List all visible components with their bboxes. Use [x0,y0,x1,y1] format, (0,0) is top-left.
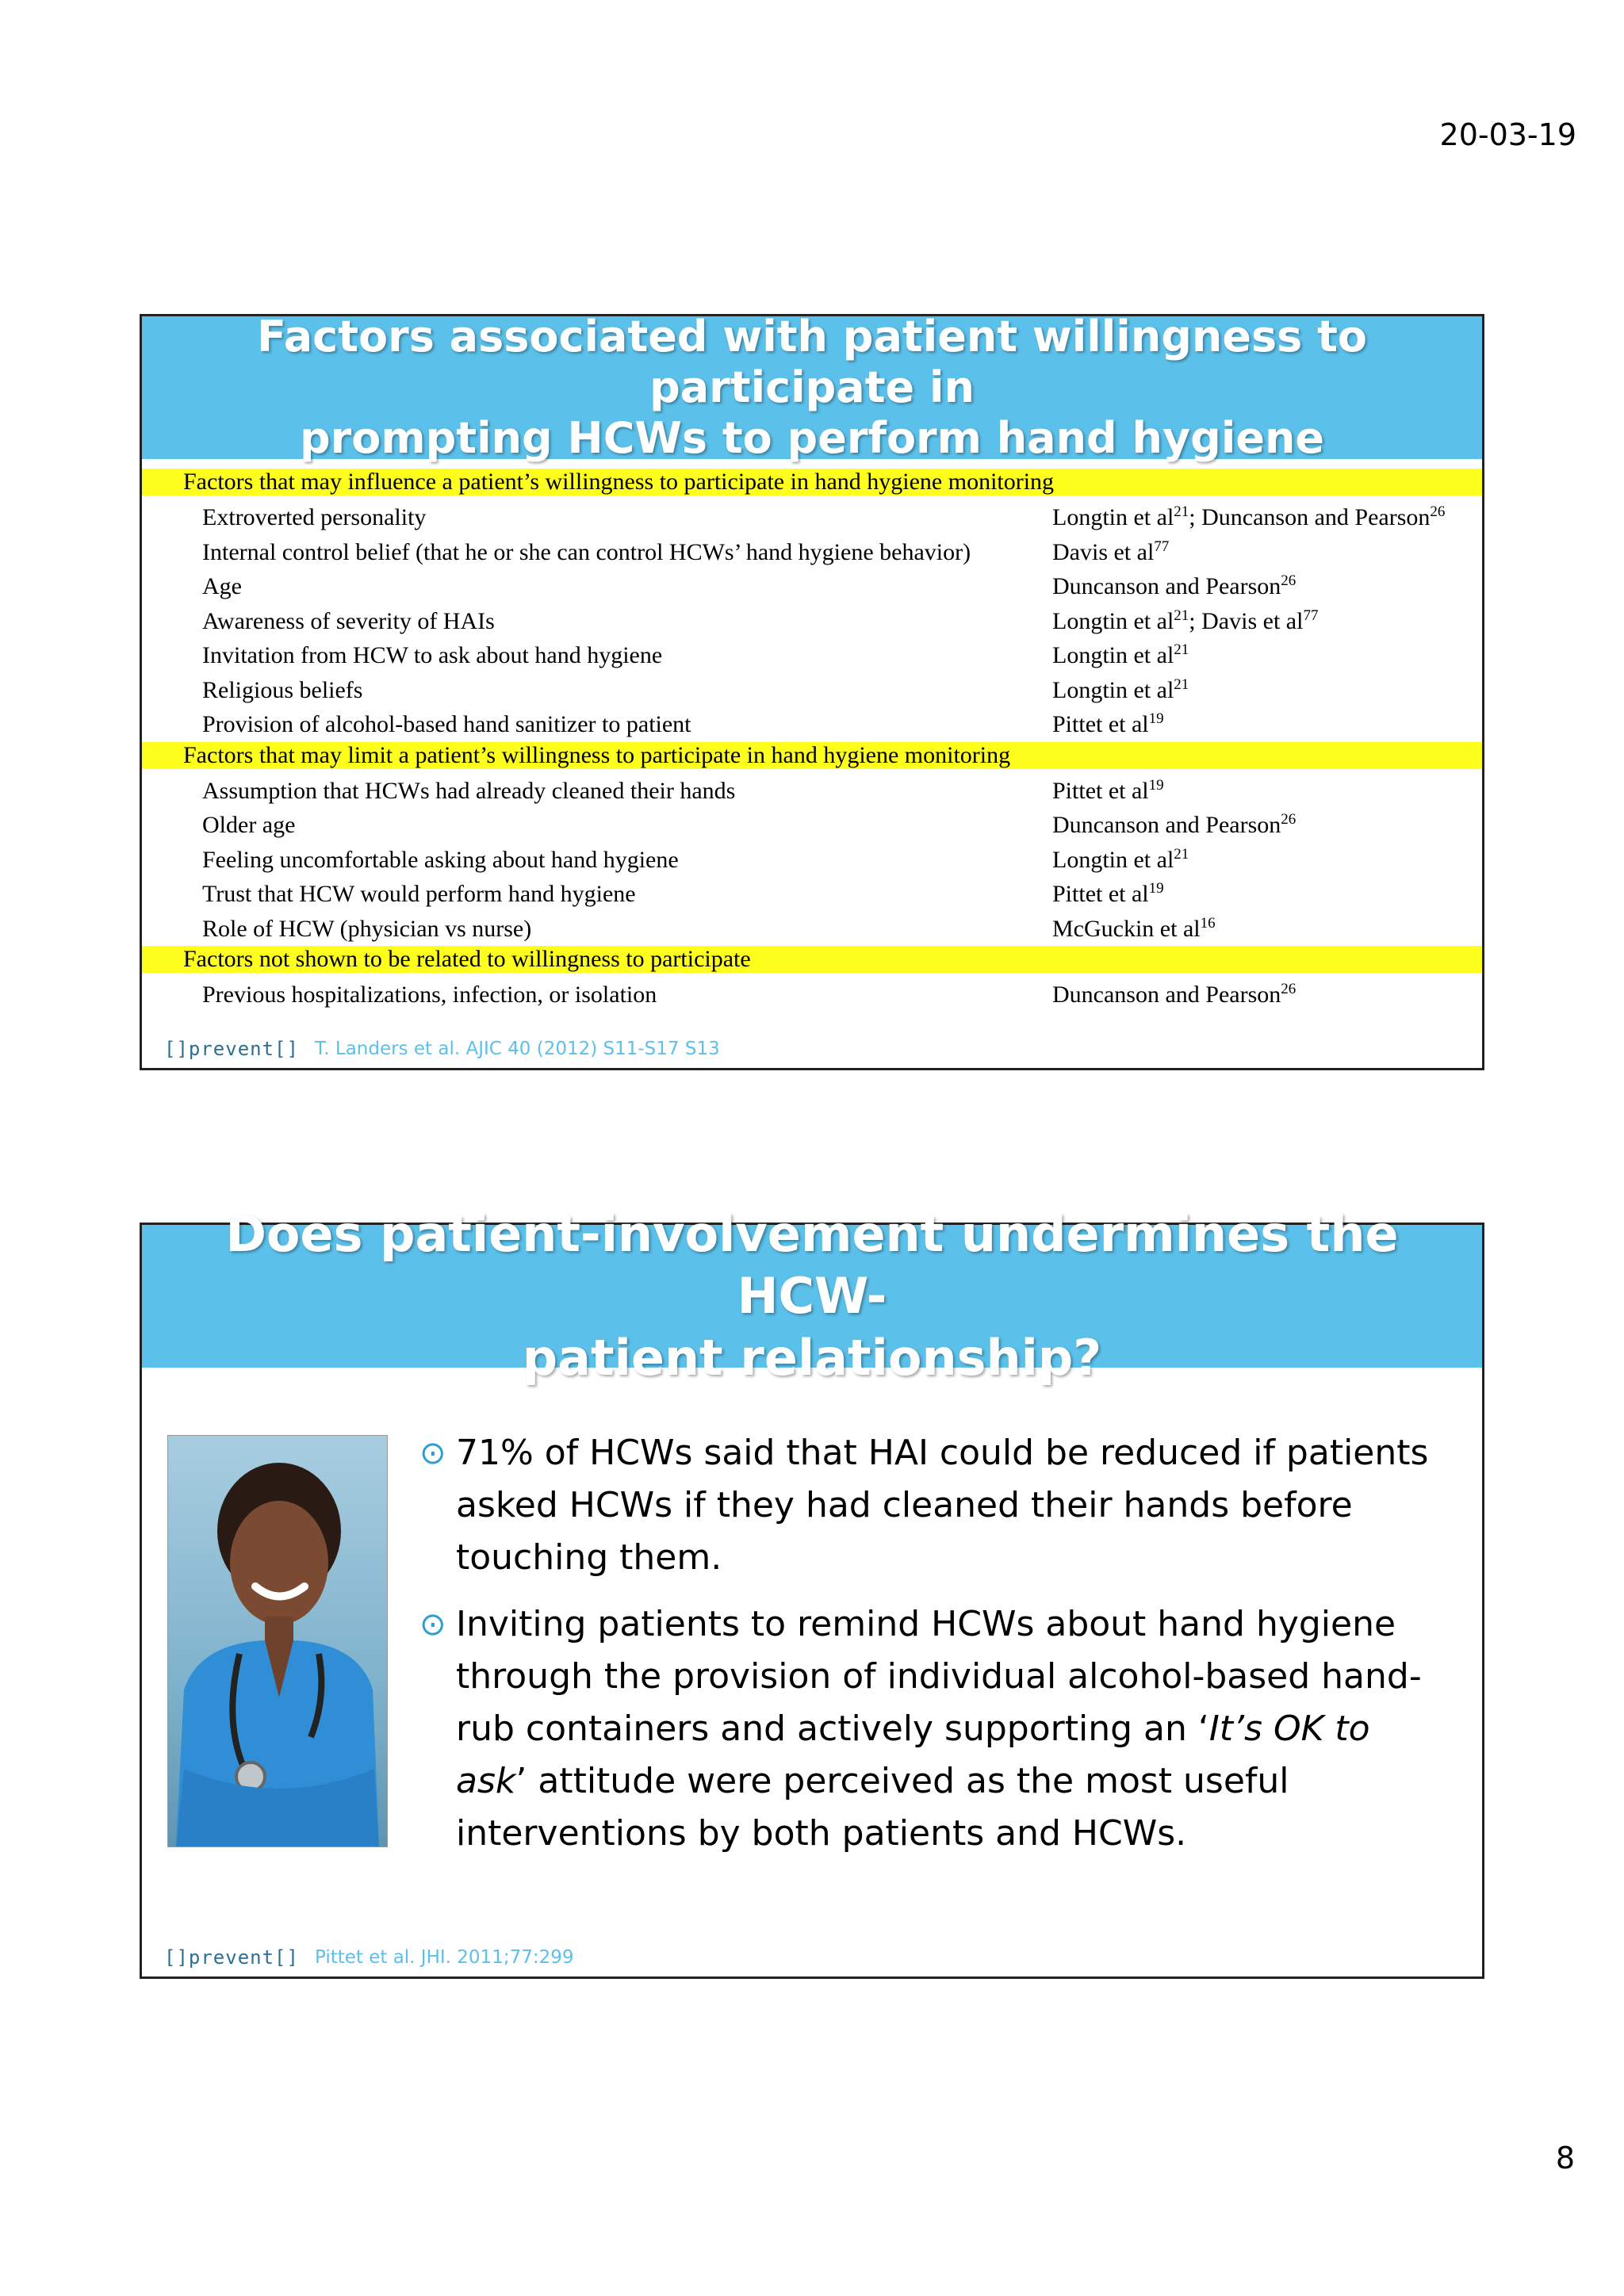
slide-title-line2: prompting HCWs to perform hand hygiene [299,413,1325,463]
table-row [142,638,1482,673]
reference-author: Duncanson and Pearson [1052,982,1281,1008]
reference-cell [1052,808,1296,843]
factor-cell: Awareness of severity of HAIs [202,607,495,634]
page-number: 8 [1555,2141,1575,2175]
citation: Pittet et al. JHI. 2011;77:299 [314,1947,574,1968]
reference-number: 16 [1200,914,1216,932]
reference-author: Duncanson and Pearson [1052,573,1281,599]
page-date: 20-03-19 [1439,117,1576,152]
table-row [142,707,1482,742]
reference-cell [1052,912,1216,947]
bullet-circle-icon: ⊙ [419,1435,446,1471]
reference-author: Longtin et al [1052,607,1174,634]
table-row [142,500,1482,535]
factor-cell: Trust that HCW would perform hand hygiene [202,881,636,907]
table-row [142,604,1482,639]
reference-cell [1052,707,1164,742]
table-section-heading: Factors that may limit a patient’s willingness to participate in hand hygiene monitoring [142,742,1482,769]
factors-table [142,469,1482,1012]
prevent-logo: []prevent[] [164,1038,299,1060]
slide-title [142,312,1482,463]
factor-cell: Religious beliefs [202,676,363,703]
reference-author: Pittet et al [1052,777,1149,804]
factor-cell: Invitation from HCW to ask about hand hygiene [202,642,663,668]
bullet-text-emphasis: It’s OK to ask [456,1709,1370,1801]
factor-cell: Older age [202,812,296,838]
slide-title-line1: Factors associated with patient willingness to participate in [257,312,1367,412]
reference-number: 26 [1281,981,1297,997]
table-row [142,808,1482,843]
nurse-illustration [168,1436,387,1846]
factor-cell: Role of HCW (physician vs nurse) [202,915,532,942]
factor-cell: Age [202,573,242,599]
bullet-text: 71% of HCWs said that HAI could be reduced if patients asked HCWs if they had cleaned their hands before touching them. [456,1433,1429,1578]
reference-cell [1052,774,1164,809]
table-row [142,877,1482,912]
reference-author: Pittet et al [1052,711,1149,737]
reference-author: Longtin et al [1052,676,1174,703]
reference-cell [1052,843,1189,878]
reference-cell [1052,673,1189,708]
prevent-logo: []prevent[] [164,1946,299,1969]
reference-number: 21 [1174,845,1189,863]
table-row [142,535,1482,570]
reference-cell [1052,535,1169,570]
reference-number: 21 [1174,607,1189,624]
table-row [142,843,1482,878]
factor-cell: Assumption that HCWs had already cleaned their hands [202,777,736,804]
bullet-circle-icon: ⊙ [419,1606,446,1643]
reference-cell [1052,604,1318,639]
reference-cell [1052,638,1189,673]
reference-cell [1052,500,1445,535]
table-row [142,673,1482,708]
reference-cell [1052,978,1296,1012]
reference-cell [1052,569,1296,604]
reference-author: Longtin et al [1052,504,1174,530]
factor-cell: Extroverted personality [202,504,427,530]
reference-author: ; Davis et al [1189,607,1304,634]
nurse-photo [167,1435,388,1847]
table-row [142,774,1482,809]
reference-author: Duncanson and Pearson [1052,812,1281,838]
reference-number: 77 [1154,538,1170,555]
slide-title [142,1205,1482,1387]
bullet-list [419,1427,1450,1874]
reference-number: 26 [1281,811,1297,828]
reference-number: 19 [1148,710,1164,727]
slide-title-line2: patient relationship? [522,1329,1102,1387]
slide-title-line1: Does patient-involvement undermines the HCW- [225,1205,1399,1325]
factor-cell: Provision of alcohol-based hand sanitizer to patient [202,711,691,737]
bullet-text: Inviting patients to remind HCWs about hand hygiene through the provision of individual alcohol-based hand-rub containers and actively supporting an ‘It’s OK to ask’ attitude were perceived as the most useful interventions by both patients and HCWs. [456,1604,1422,1854]
reference-author: Longtin et al [1052,846,1174,873]
reference-number: 21 [1174,503,1189,520]
slide-patient-involvement [140,1205,1484,1979]
reference-author: Longtin et al [1052,642,1174,668]
bullet-item [419,1598,1450,1860]
reference-number: 26 [1430,503,1446,520]
reference-number: 19 [1148,880,1164,897]
table-row [142,569,1482,604]
table-row [142,978,1482,1012]
slide-factors-table [140,314,1484,1070]
reference-number: 21 [1174,641,1189,658]
factor-cell: Internal control belief (that he or she can control HCWs’ hand hygiene behavior) [202,538,971,565]
factor-cell: Feeling uncomfortable asking about hand hygiene [202,846,679,873]
factor-cell: Previous hospitalizations, infection, or isolation [202,982,657,1008]
table-row [142,912,1482,947]
reference-author: ; Duncanson and Pearson [1189,504,1431,530]
slide-footer [164,1038,720,1060]
citation: T. Landers et al. AJIC 40 (2012) S11-S17 S13 [314,1039,720,1059]
table-section-heading: Factors not shown to be related to willingness to participate [142,946,1482,973]
reference-author: Pittet et al [1052,881,1149,907]
reference-number: 77 [1303,607,1319,624]
slide-footer [164,1946,574,1969]
reference-author: McGuckin et al [1052,915,1201,942]
reference-number: 21 [1174,675,1189,693]
reference-number: 19 [1148,776,1164,794]
reference-cell [1052,877,1164,912]
table-section-heading: Factors that may influence a patient’s willingness to participate in hand hygiene monitoring [142,469,1482,496]
reference-number: 26 [1281,572,1297,589]
reference-author: Davis et al [1052,538,1155,565]
bullet-item [419,1427,1450,1584]
